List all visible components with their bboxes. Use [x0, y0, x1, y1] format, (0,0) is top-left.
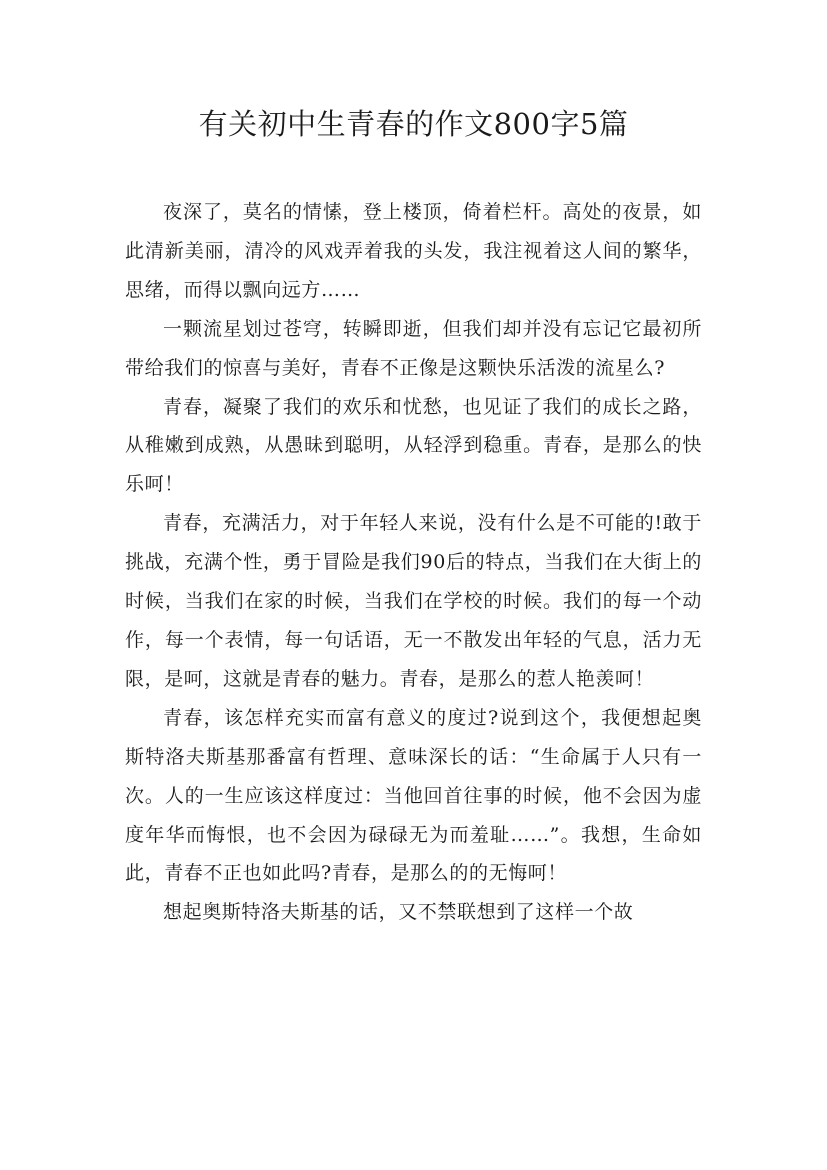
paragraph-4: 青春，充满活力，对于年轻人来说，没有什么是不可能的!敢于挑战，充满个性，勇于冒险是我们90后的特点，当我们在大街上的时候，当我们在家的时候，当我们在学校的时候。我们的每一个动作，每一个表情，每一句话语，无一不散发出年轻的气息，活力无限，是呵，这就是青春的魅力。青春，是那么的惹人艳羡呵！	[125, 512, 702, 690]
paragraph-1: 夜深了，莫名的情愫，登上楼顶，倚着栏杆。高处的夜景，如此清新美丽，清冷的风戏弄着我的头发，我注视着这人间的繁华，思绪，而得以飘向远方……	[125, 201, 702, 301]
document-title: 有关初中生青春的作文800字5篇	[198, 107, 629, 141]
document-body	[125, 193, 702, 932]
paragraph-6: 想起奥斯特洛夫斯基的话，又不禁联想到了这样一个故	[163, 901, 634, 924]
paragraph-3: 青春，凝聚了我们的欢乐和忧愁，也见证了我们的成长之路，从稚嫩到成熟，从愚昧到聪明，从轻浮到稳重。青春，是那么的快乐呵！	[125, 395, 702, 496]
paragraph-2: 一颗流星划过苍穹，转瞬即逝，但我们却并没有忘记它最初所带给我们的惊喜与美好，青春不正像是这颗快乐活泼的流星么?	[125, 317, 702, 379]
paragraph-5: 青春，该怎样充实而富有意义的度过?说到这个，我便想起奥斯特洛夫斯基那番富有哲理、意味深长的话：“生命属于人只有一次。人的一生应该这样度过：当他回首往事的时候，他不会因为虚度年华而悔恨，也不会因为碌碌无为而羞耻……”。我想，生命如此，青春不正也如此吗?青春，是那么的的无悔呵！	[125, 706, 702, 885]
